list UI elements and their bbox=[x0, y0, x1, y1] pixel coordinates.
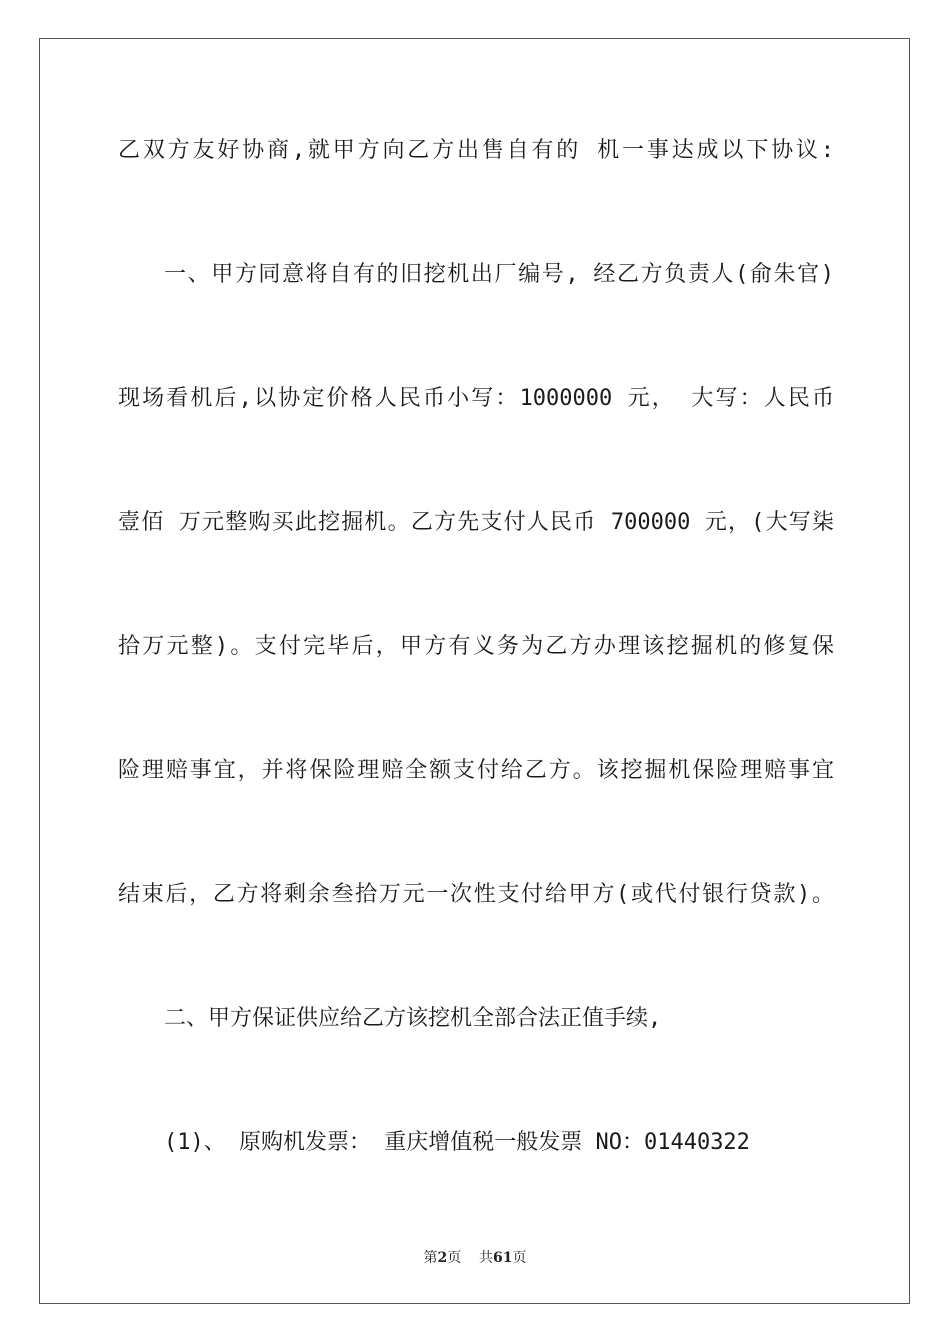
footer-total-suffix: 页 bbox=[512, 1250, 527, 1266]
clause-1-line-2: 现场看机后,以协定价格人民币小写：1000000 元， 大写：人民币 bbox=[118, 386, 834, 411]
footer-total-prefix: 共 bbox=[479, 1250, 494, 1266]
page-footer bbox=[0, 1247, 950, 1267]
clause-1-line-5: 险理赔事宜，并将保险理赔全额支付给乙方。该挖掘机保险理赔事宜 bbox=[118, 758, 834, 783]
clause-1-line-6: 结束后，乙方将剩余叁拾万元一次性支付给甲方(或代付银行贷款)。 bbox=[118, 882, 834, 907]
footer-page-number: 2 bbox=[437, 1250, 448, 1266]
clause-2-heading: 二、甲方保证供应给乙方该挖机全部合法正值手续, bbox=[164, 1006, 662, 1031]
clause-1-line-1: 一、甲方同意将自有的旧挖机出厂编号, 经乙方负责人(俞朱官) bbox=[164, 262, 834, 287]
clause-1-line-4: 拾万元整)。支付完毕后，甲方有义务为乙方办理该挖掘机的修复保 bbox=[118, 634, 834, 659]
clause-1-line-3: 壹佰 万元整购买此挖掘机。乙方先支付人民币 700000 元，(大写柒 bbox=[118, 510, 834, 535]
footer-total-pages: 61 bbox=[493, 1250, 513, 1266]
clause-2-item-1: (1)、 原购机发票： 重庆增值税一般发票 NO：01440322 bbox=[164, 1130, 750, 1155]
footer-page-prefix: 第 bbox=[423, 1250, 438, 1266]
page-border bbox=[39, 38, 910, 1304]
body-line-1: 乙双方友好协商,就甲方向乙方出售自有的 机一事达成以下协议: bbox=[118, 138, 834, 163]
footer-page-suffix: 页 bbox=[447, 1250, 462, 1266]
